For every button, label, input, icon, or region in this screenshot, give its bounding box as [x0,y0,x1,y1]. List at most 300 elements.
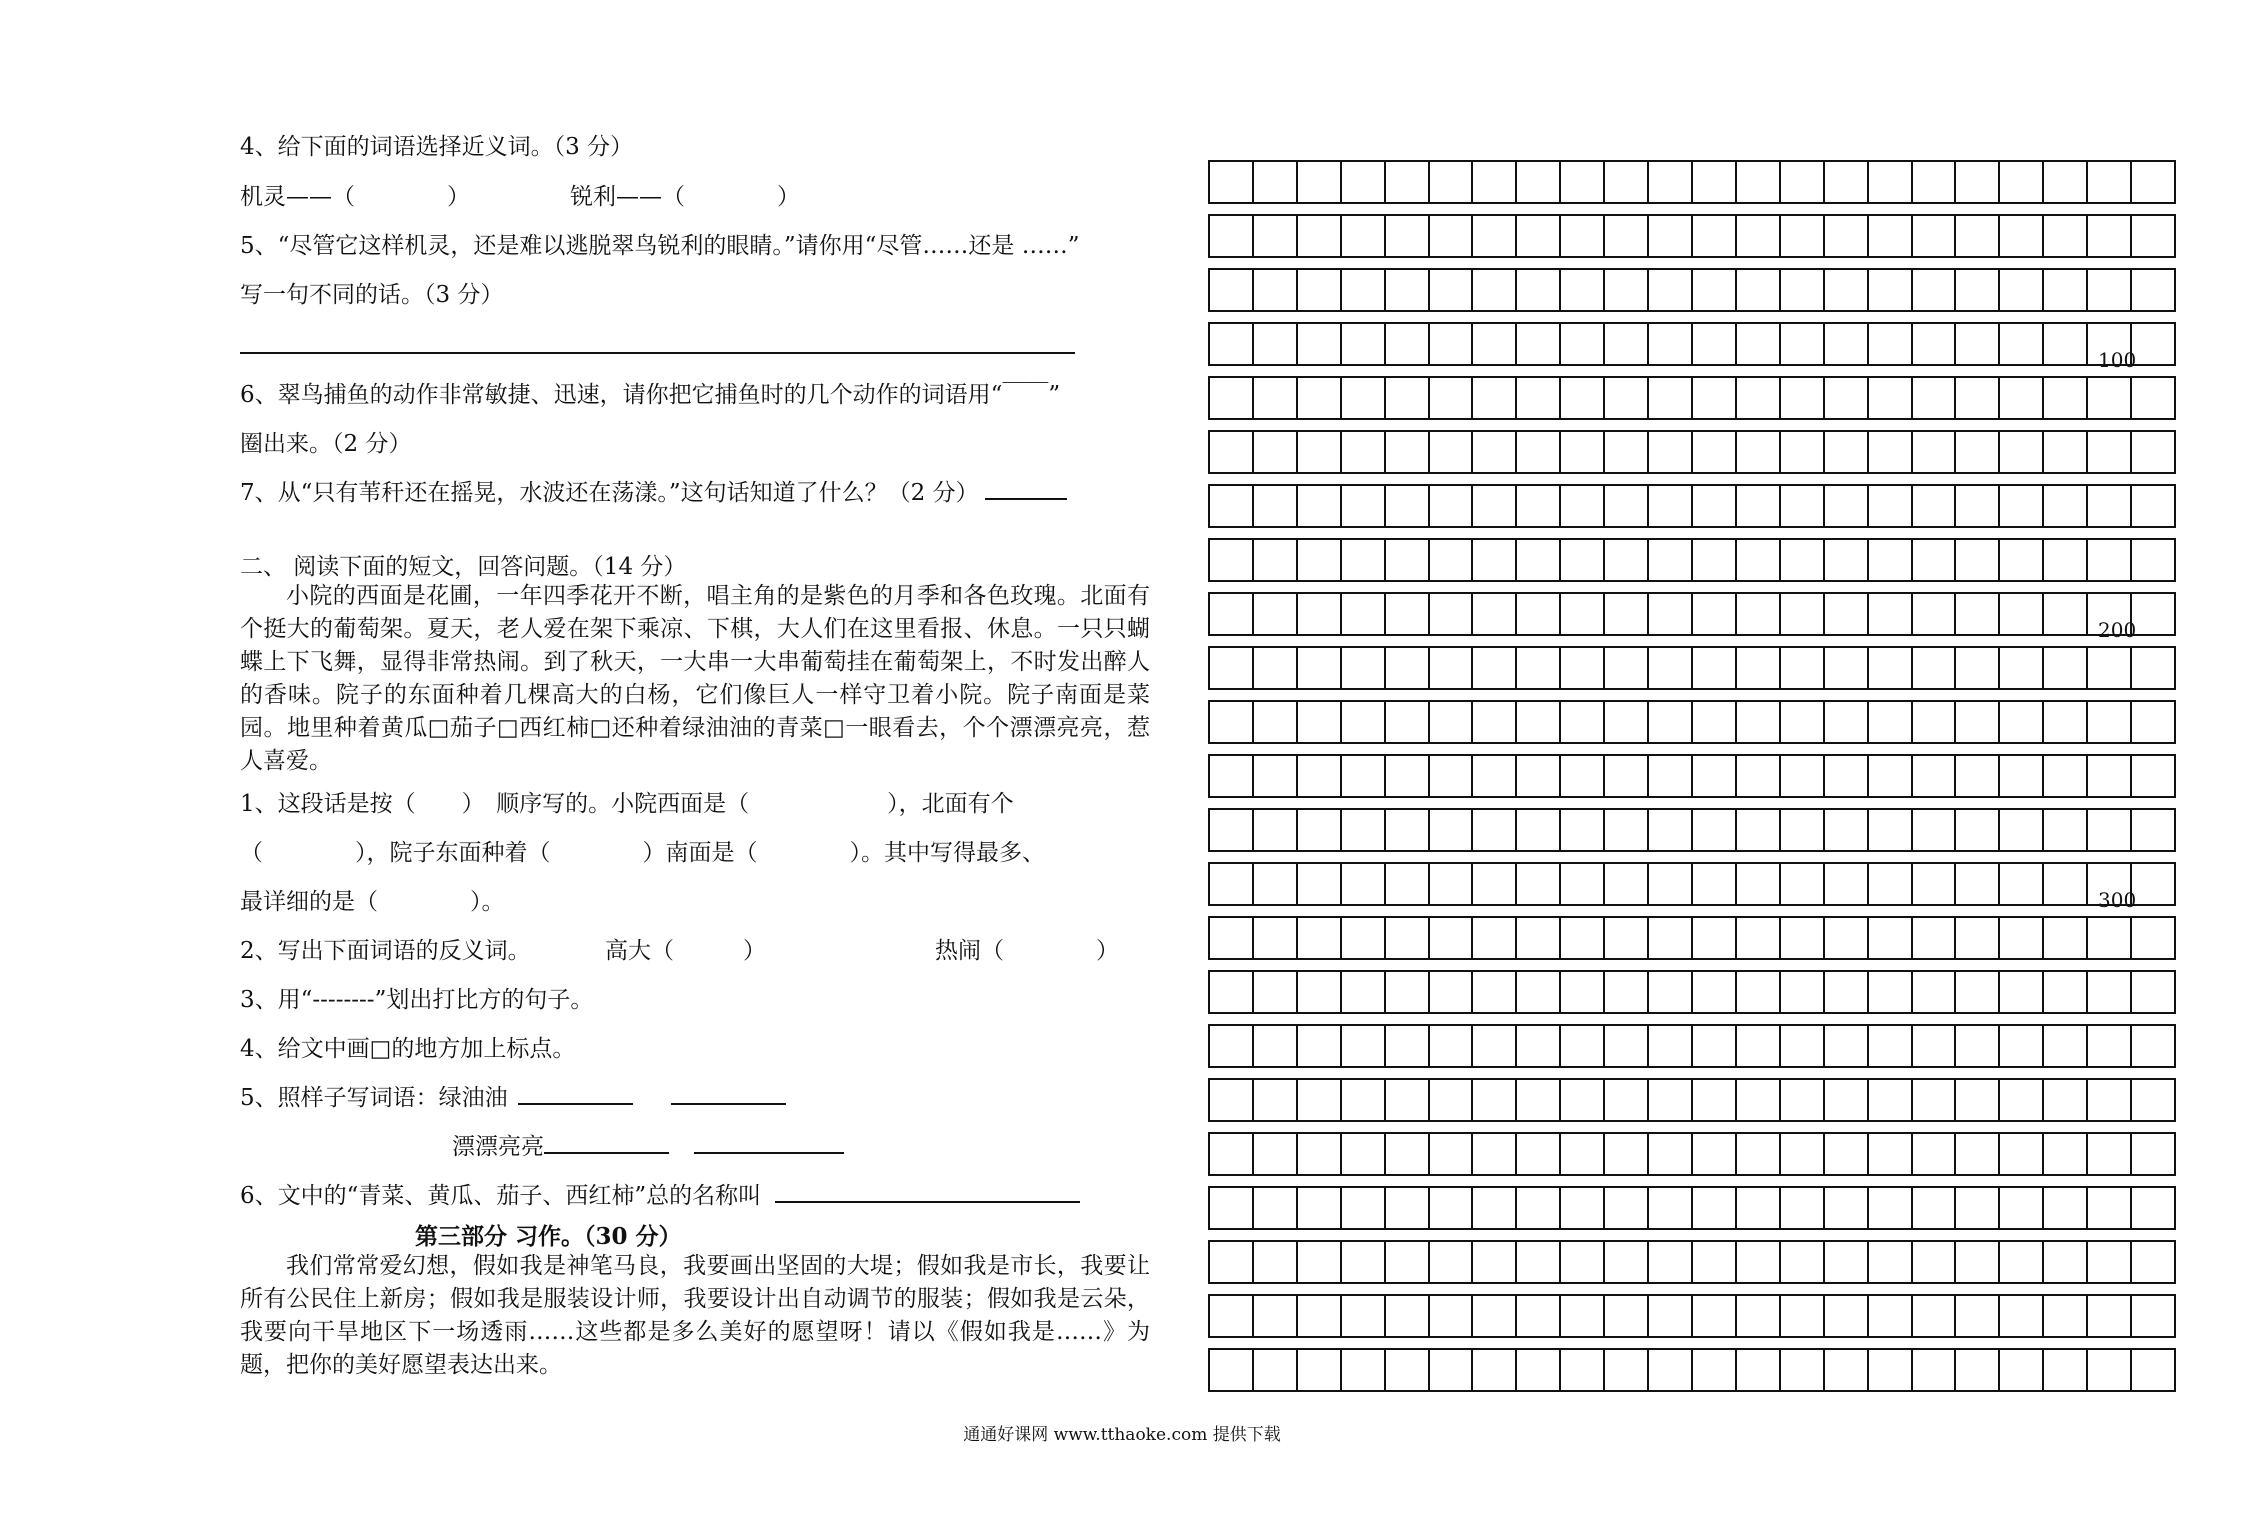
grid-cell[interactable] [1737,594,1781,634]
grid-cell[interactable] [1386,864,1430,904]
grid-cell[interactable] [1781,702,1825,742]
grid-cell[interactable] [1825,486,1869,526]
grid-cell[interactable] [1956,1188,2000,1228]
grid-cell[interactable] [1956,1026,2000,1066]
grid-cell[interactable] [1737,1350,1781,1390]
grid-cell[interactable] [1298,810,1342,850]
grid-cell[interactable] [1517,1026,1561,1066]
grid-cell[interactable] [2088,648,2132,688]
grid-cell[interactable] [1430,1080,1474,1120]
grid-cell[interactable] [2000,540,2044,580]
grid-cell[interactable] [1298,864,1342,904]
grid-cell[interactable] [1605,486,1649,526]
grid-cell[interactable] [1693,270,1737,310]
grid-cell[interactable] [1342,1080,1386,1120]
grid-cell[interactable] [1869,1296,1913,1336]
grid-cell[interactable] [1430,1026,1474,1066]
grid-cell[interactable] [1254,1080,1298,1120]
grid-row[interactable] [1208,1186,2176,1230]
grid-cell[interactable] [2000,648,2044,688]
grid-row[interactable] [1208,970,2176,1014]
grid-cell[interactable] [1605,810,1649,850]
grid-cell[interactable] [1605,1188,1649,1228]
grid-cell[interactable] [1869,702,1913,742]
grid-cell[interactable] [1298,1026,1342,1066]
grid-cell[interactable] [1825,918,1869,958]
grid-cell[interactable] [2000,1134,2044,1174]
grid-cell[interactable] [2044,1026,2088,1066]
grid-cell[interactable] [1737,972,1781,1012]
grid-cell[interactable] [1298,1350,1342,1390]
grid-cell[interactable] [1737,810,1781,850]
grid-cell[interactable] [1561,162,1605,202]
grid-cell[interactable] [1386,1350,1430,1390]
grid-cell[interactable] [1342,270,1386,310]
grid-cell[interactable] [1649,1296,1693,1336]
grid-cell[interactable] [1561,972,1605,1012]
grid-row[interactable] [1208,1240,2176,1284]
grid-cell[interactable] [1737,702,1781,742]
grid-cell[interactable] [1386,810,1430,850]
grid-cell[interactable] [2044,972,2088,1012]
grid-cell[interactable] [1430,1242,1474,1282]
grid-cell[interactable] [1913,1242,1957,1282]
grid-cell[interactable] [1913,1080,1957,1120]
grid-cell[interactable] [2000,216,2044,256]
grid-cell[interactable] [1342,1188,1386,1228]
grid-cell[interactable] [1386,594,1430,634]
grid-cell[interactable] [1781,1350,1825,1390]
grid-cell[interactable] [1298,1296,1342,1336]
grid-row[interactable] [1208,430,2176,474]
grid-cell[interactable] [2132,1026,2176,1066]
grid-cell[interactable] [1517,432,1561,472]
grid-cell[interactable] [1737,540,1781,580]
grid-cell[interactable] [2000,432,2044,472]
grid-cell[interactable] [1210,1134,1254,1174]
grid-cell[interactable] [2132,1350,2176,1390]
grid-row[interactable] [1208,592,2176,636]
grid-cell[interactable] [1825,810,1869,850]
grid-cell[interactable] [1825,270,1869,310]
grid-cell[interactable] [1473,216,1517,256]
grid-cell[interactable] [2000,756,2044,796]
grid-cell[interactable] [2088,486,2132,526]
grid-cell[interactable] [1649,810,1693,850]
grid-cell[interactable] [1386,756,1430,796]
grid-cell[interactable] [1737,1242,1781,1282]
grid-cell[interactable] [2132,270,2176,310]
grid-cell[interactable] [1693,1026,1737,1066]
grid-cell[interactable] [2044,648,2088,688]
grid-cell[interactable] [1781,972,1825,1012]
grid-cell[interactable] [2132,1134,2176,1174]
grid-cell[interactable] [1210,1242,1254,1282]
grid-cell[interactable] [2132,486,2176,526]
grid-cell[interactable] [1781,756,1825,796]
grid-cell[interactable] [1298,324,1342,364]
grid-cell[interactable] [2132,1296,2176,1336]
grid-cell[interactable] [1781,594,1825,634]
grid-cell[interactable] [1605,918,1649,958]
grid-cell[interactable] [2000,810,2044,850]
grid-cell[interactable] [1649,648,1693,688]
grid-cell[interactable] [1254,594,1298,634]
grid-cell[interactable] [1649,702,1693,742]
grid-cell[interactable] [1254,1134,1298,1174]
grid-cell[interactable] [1561,756,1605,796]
grid-cell[interactable] [2000,864,2044,904]
grid-cell[interactable] [1869,648,1913,688]
grid-cell[interactable] [1430,1188,1474,1228]
s2-q5-blank-1[interactable] [518,1102,633,1105]
grid-cell[interactable] [1869,162,1913,202]
grid-cell[interactable] [2088,162,2132,202]
grid-cell[interactable] [2088,756,2132,796]
grid-cell[interactable] [1869,486,1913,526]
grid-cell[interactable] [1649,918,1693,958]
grid-row[interactable] [1208,1078,2176,1122]
grid-cell[interactable] [1473,918,1517,958]
grid-cell[interactable] [1913,1188,1957,1228]
grid-cell[interactable] [1298,1080,1342,1120]
grid-cell[interactable] [1517,864,1561,904]
grid-cell[interactable] [1342,594,1386,634]
grid-cell[interactable] [1825,432,1869,472]
grid-cell[interactable] [1825,540,1869,580]
grid-cell[interactable] [1605,270,1649,310]
grid-cell[interactable] [1473,1026,1517,1066]
grid-cell[interactable] [1210,432,1254,472]
grid-cell[interactable] [1254,756,1298,796]
grid-cell[interactable] [2088,378,2132,418]
grid-cell[interactable] [1956,378,2000,418]
grid-cell[interactable] [1561,216,1605,256]
grid-cell[interactable] [1342,810,1386,850]
grid-cell[interactable] [1298,1134,1342,1174]
grid-cell[interactable] [1210,486,1254,526]
grid-row[interactable] [1208,376,2176,420]
grid-cell[interactable] [1869,1242,1913,1282]
grid-cell[interactable] [1737,432,1781,472]
grid-cell[interactable] [1430,486,1474,526]
grid-cell[interactable] [2088,1242,2132,1282]
grid-cell[interactable] [2132,756,2176,796]
grid-cell[interactable] [1869,432,1913,472]
grid-cell[interactable] [1298,594,1342,634]
grid-cell[interactable] [1342,324,1386,364]
grid-cell[interactable] [1693,378,1737,418]
grid-cell[interactable] [1342,972,1386,1012]
grid-cell[interactable] [1649,540,1693,580]
grid-cell[interactable] [1825,1188,1869,1228]
grid-cell[interactable] [1781,1188,1825,1228]
grid-cell[interactable] [1430,270,1474,310]
grid-cell[interactable] [1693,756,1737,796]
grid-cell[interactable] [1386,972,1430,1012]
grid-cell[interactable] [1737,1188,1781,1228]
grid-row[interactable] [1208,1348,2176,1392]
grid-cell[interactable] [1913,1350,1957,1390]
grid-cell[interactable] [2044,810,2088,850]
grid-cell[interactable] [1517,216,1561,256]
grid-cell[interactable] [1869,594,1913,634]
grid-cell[interactable] [1869,972,1913,1012]
grid-cell[interactable] [1473,810,1517,850]
grid-cell[interactable] [1430,702,1474,742]
grid-cell[interactable] [1693,1188,1737,1228]
grid-cell[interactable] [1254,216,1298,256]
grid-row[interactable] [1208,862,2176,906]
grid-cell[interactable] [1693,1080,1737,1120]
grid-cell[interactable] [2088,1296,2132,1336]
grid-cell[interactable] [1430,864,1474,904]
grid-cell[interactable] [1210,1080,1254,1120]
grid-cell[interactable] [1913,972,1957,1012]
grid-row[interactable] [1208,916,2176,960]
grid-row[interactable] [1208,484,2176,528]
grid-cell[interactable] [1693,486,1737,526]
grid-cell[interactable] [1825,702,1869,742]
grid-cell[interactable] [1386,378,1430,418]
grid-cell[interactable] [1693,972,1737,1012]
grid-cell[interactable] [2088,1350,2132,1390]
grid-cell[interactable] [1825,756,1869,796]
grid-cell[interactable] [1693,702,1737,742]
grid-cell[interactable] [1430,162,1474,202]
grid-cell[interactable] [1869,324,1913,364]
grid-cell[interactable] [2088,540,2132,580]
grid-cell[interactable] [1781,1026,1825,1066]
grid-cell[interactable] [1254,162,1298,202]
grid-cell[interactable] [1430,1350,1474,1390]
grid-cell[interactable] [2132,918,2176,958]
grid-cell[interactable] [1693,1350,1737,1390]
grid-cell[interactable] [1737,162,1781,202]
grid-row[interactable] [1208,1294,2176,1338]
grid-row[interactable] [1208,808,2176,852]
grid-cell[interactable] [2044,1080,2088,1120]
grid-cell[interactable] [1298,486,1342,526]
grid-cell[interactable] [1342,756,1386,796]
grid-cell[interactable] [1254,1188,1298,1228]
grid-cell[interactable] [1254,702,1298,742]
grid-cell[interactable] [1210,216,1254,256]
grid-cell[interactable] [1825,1080,1869,1120]
grid-cell[interactable] [1386,162,1430,202]
grid-cell[interactable] [1825,1242,1869,1282]
grid-cell[interactable] [1517,378,1561,418]
grid-cell[interactable] [1649,1080,1693,1120]
grid-cell[interactable] [1649,864,1693,904]
grid-cell[interactable] [2000,594,2044,634]
grid-cell[interactable] [1473,540,1517,580]
grid-cell[interactable] [1254,918,1298,958]
grid-cell[interactable] [1605,648,1649,688]
grid-cell[interactable] [1956,432,2000,472]
grid-cell[interactable] [1254,378,1298,418]
grid-cell[interactable] [1298,270,1342,310]
grid-row[interactable] [1208,754,2176,798]
grid-cell[interactable] [1561,648,1605,688]
grid-cell[interactable] [1561,1242,1605,1282]
grid-cell[interactable] [1693,1242,1737,1282]
grid-cell[interactable] [1781,270,1825,310]
grid-cell[interactable] [1956,864,2000,904]
grid-cell[interactable] [1956,216,2000,256]
grid-cell[interactable] [1517,1242,1561,1282]
grid-cell[interactable] [1342,162,1386,202]
grid-cell[interactable] [1956,648,2000,688]
grid-cell[interactable] [1561,432,1605,472]
grid-cell[interactable] [1605,540,1649,580]
grid-cell[interactable] [1210,1026,1254,1066]
grid-cell[interactable] [1737,324,1781,364]
grid-cell[interactable] [1473,1296,1517,1336]
grid-cell[interactable] [1693,918,1737,958]
grid-cell[interactable] [1913,486,1957,526]
grid-cell[interactable] [2000,1080,2044,1120]
grid-cell[interactable] [1825,972,1869,1012]
grid-cell[interactable] [1869,1080,1913,1120]
grid-cell[interactable] [1605,702,1649,742]
grid-cell[interactable] [1649,162,1693,202]
grid-cell[interactable] [1517,1350,1561,1390]
grid-cell[interactable] [1649,1026,1693,1066]
grid-cell[interactable] [1605,378,1649,418]
grid-cell[interactable] [1342,540,1386,580]
grid-cell[interactable] [1605,1026,1649,1066]
grid-cell[interactable] [1210,864,1254,904]
grid-cell[interactable] [1956,702,2000,742]
grid-cell[interactable] [1649,216,1693,256]
grid-cell[interactable] [1254,432,1298,472]
grid-cell[interactable] [2044,918,2088,958]
grid-cell[interactable] [1473,378,1517,418]
grid-cell[interactable] [1693,432,1737,472]
s2-q5-blank-3[interactable] [544,1151,669,1154]
grid-cell[interactable] [1956,1242,2000,1282]
grid-cell[interactable] [1781,162,1825,202]
grid-cell[interactable] [1825,864,1869,904]
grid-cell[interactable] [1781,1242,1825,1282]
grid-row[interactable] [1208,160,2176,204]
grid-cell[interactable] [2088,216,2132,256]
grid-row[interactable] [1208,322,2176,366]
grid-cell[interactable] [2044,1350,2088,1390]
grid-cell[interactable] [1210,1296,1254,1336]
s2-q6-blank[interactable] [775,1200,1080,1203]
grid-cell[interactable] [1737,1296,1781,1336]
grid-cell[interactable] [1430,1296,1474,1336]
grid-cell[interactable] [1869,378,1913,418]
grid-cell[interactable] [1649,972,1693,1012]
grid-cell[interactable] [1430,648,1474,688]
grid-cell[interactable] [1693,162,1737,202]
grid-cell[interactable] [1561,810,1605,850]
grid-cell[interactable] [1693,864,1737,904]
grid-cell[interactable] [1386,702,1430,742]
grid-cell[interactable] [1386,1188,1430,1228]
grid-cell[interactable] [1517,756,1561,796]
grid-cell[interactable] [1473,1242,1517,1282]
grid-cell[interactable] [1737,756,1781,796]
grid-cell[interactable] [1781,1296,1825,1336]
grid-cell[interactable] [1693,1134,1737,1174]
grid-cell[interactable] [1781,1134,1825,1174]
grid-cell[interactable] [1386,270,1430,310]
grid-cell[interactable] [2088,270,2132,310]
grid-cell[interactable] [1605,1134,1649,1174]
grid-row[interactable] [1208,646,2176,690]
grid-cell[interactable] [1254,486,1298,526]
grid-cell[interactable] [1956,1080,2000,1120]
grid-cell[interactable] [2044,1242,2088,1282]
grid-cell[interactable] [1561,1296,1605,1336]
grid-cell[interactable] [1561,594,1605,634]
grid-cell[interactable] [1956,918,2000,958]
grid-cell[interactable] [1473,1188,1517,1228]
grid-cell[interactable] [1956,324,2000,364]
grid-cell[interactable] [2132,432,2176,472]
grid-cell[interactable] [1210,1188,1254,1228]
grid-cell[interactable] [1430,1134,1474,1174]
grid-cell[interactable] [1869,216,1913,256]
grid-cell[interactable] [1473,864,1517,904]
grid-cell[interactable] [1737,486,1781,526]
grid-cell[interactable] [2132,378,2176,418]
q7-answer-blank[interactable] [985,497,1067,500]
grid-cell[interactable] [2044,162,2088,202]
grid-cell[interactable] [1605,972,1649,1012]
grid-cell[interactable] [2132,540,2176,580]
grid-cell[interactable] [1781,216,1825,256]
grid-cell[interactable] [2044,432,2088,472]
grid-cell[interactable] [1561,1350,1605,1390]
grid-cell[interactable] [1517,810,1561,850]
grid-cell[interactable] [1825,1350,1869,1390]
grid-cell[interactable] [1869,864,1913,904]
grid-cell[interactable] [1605,324,1649,364]
grid-cell[interactable] [1254,648,1298,688]
grid-cell[interactable] [2000,1026,2044,1066]
grid-cell[interactable] [1869,1188,1913,1228]
grid-cell[interactable] [2000,1350,2044,1390]
grid-cell[interactable] [1430,432,1474,472]
grid-cell[interactable] [1913,378,1957,418]
grid-cell[interactable] [1517,1188,1561,1228]
grid-cell[interactable] [1386,1296,1430,1336]
grid-cell[interactable] [1342,432,1386,472]
grid-cell[interactable] [1913,1134,1957,1174]
grid-cell[interactable] [1781,864,1825,904]
grid-cell[interactable] [1869,270,1913,310]
grid-cell[interactable] [1913,594,1957,634]
grid-cell[interactable] [1342,1026,1386,1066]
grid-cell[interactable] [1649,756,1693,796]
grid-cell[interactable] [1342,648,1386,688]
grid-cell[interactable] [2044,540,2088,580]
grid-cell[interactable] [1605,1242,1649,1282]
grid-cell[interactable] [1210,810,1254,850]
grid-cell[interactable] [1430,918,1474,958]
grid-cell[interactable] [2132,1188,2176,1228]
grid-cell[interactable] [1693,324,1737,364]
grid-cell[interactable] [1825,648,1869,688]
grid-cell[interactable] [2088,918,2132,958]
grid-cell[interactable] [1517,594,1561,634]
grid-cell[interactable] [1210,378,1254,418]
